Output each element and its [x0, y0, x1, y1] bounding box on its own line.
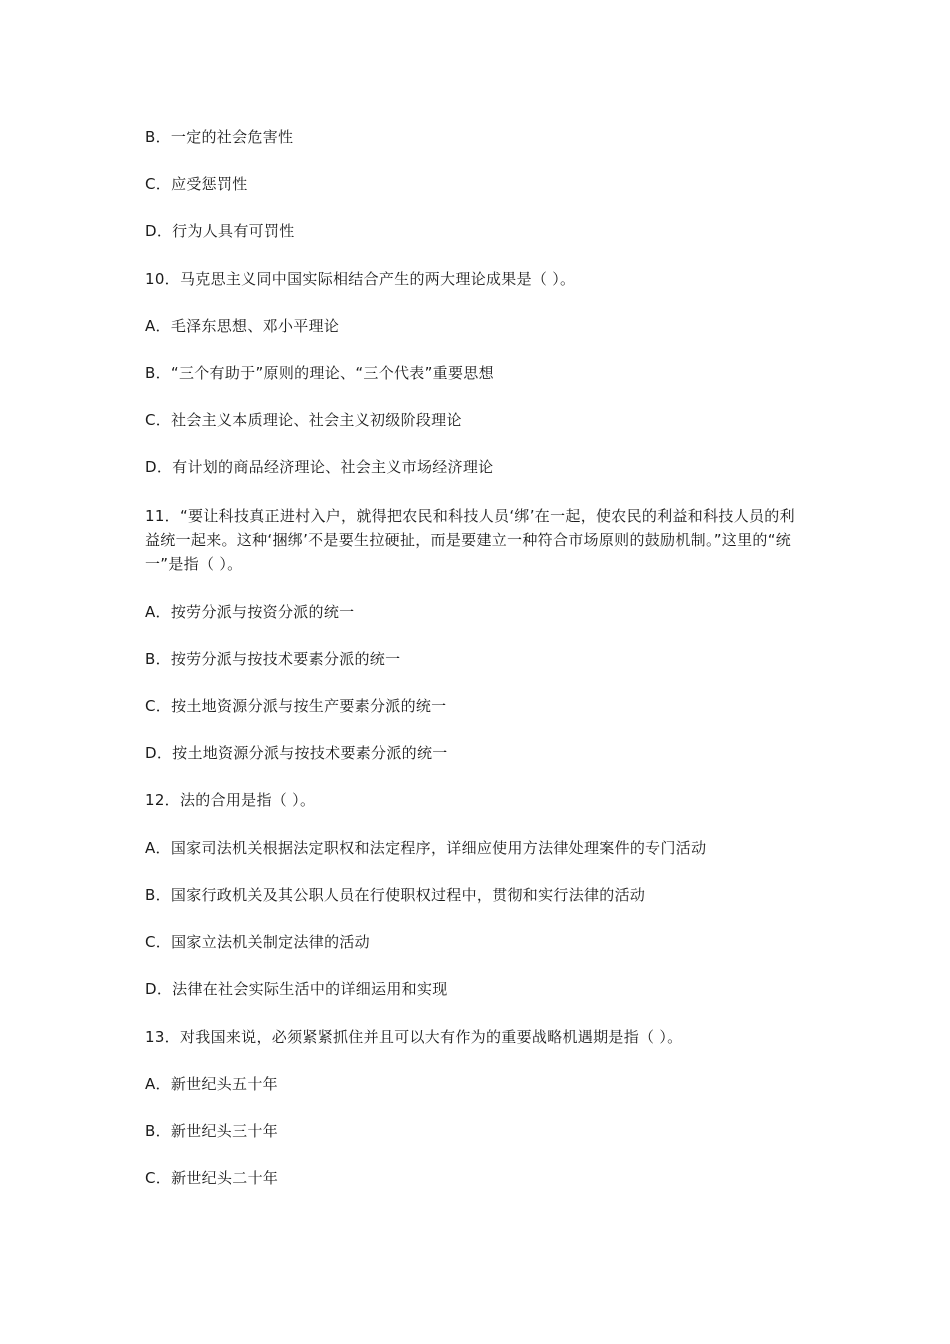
option-10d: D．有计划的商品经济理论、社会主义市场经济理论	[145, 458, 494, 476]
option-11b: B．按劳分派与按技术要素分派的统一	[145, 650, 401, 668]
option-13a: A．新世纪头五十年	[145, 1075, 278, 1093]
option-13b: B．新世纪头三十年	[145, 1122, 278, 1140]
option-12c: C．国家立法机关制定法律的活动	[145, 933, 370, 951]
option-9d: D．行为人具有可罚性	[145, 222, 295, 240]
option-12b: B．国家行政机关及其公职人员在行使职权过程中，贯彻和实行法律的活动	[145, 886, 646, 904]
option-11c: C．按土地资源分派与按生产要素分派的统一	[145, 697, 447, 715]
option-11d: D．按土地资源分派与按技术要素分派的统一	[145, 744, 448, 762]
option-11a: A．按劳分派与按资分派的统一	[145, 603, 355, 621]
option-13c: C．新世纪头二十年	[145, 1169, 279, 1187]
option-9b: B．一定的社会危害性	[145, 128, 294, 146]
option-12a: A．国家司法机关根据法定职权和法定程序，详细应使用方法律处理案件的专门活动	[145, 839, 707, 857]
option-10a: A．毛泽东思想、邓小平理论	[145, 317, 340, 335]
option-12d: D．法律在社会实际生活中的详细运用和实现	[145, 980, 448, 998]
question-10: 10．马克思主义同中国实际相结合产生的两大理论成果是（ ）。	[145, 270, 576, 288]
question-13: 13．对我国来说，必须紧紧抓住并且可以大有作为的重要战略机遇期是指（ ）。	[145, 1028, 683, 1046]
option-10b: B．“三个有助于”原则的理论、“三个代表”重要思想	[145, 364, 494, 382]
option-10c: C．社会主义本质理论、社会主义初级阶段理论	[145, 411, 462, 429]
question-12: 12．法的合用是指（ ）。	[145, 791, 316, 809]
question-11: 11．“要让科技真正进村入户，就得把农民和科技人员‘绑’在一起，使农民的利益和科技人员的利益统一起来。这种‘捆绑’不是要生拉硬扯，而是要建立一种符合市场原则的鼓励机制。”这里的“统一”是指（ ）。	[145, 507, 795, 573]
option-9c: C．应受惩罚性	[145, 175, 248, 193]
